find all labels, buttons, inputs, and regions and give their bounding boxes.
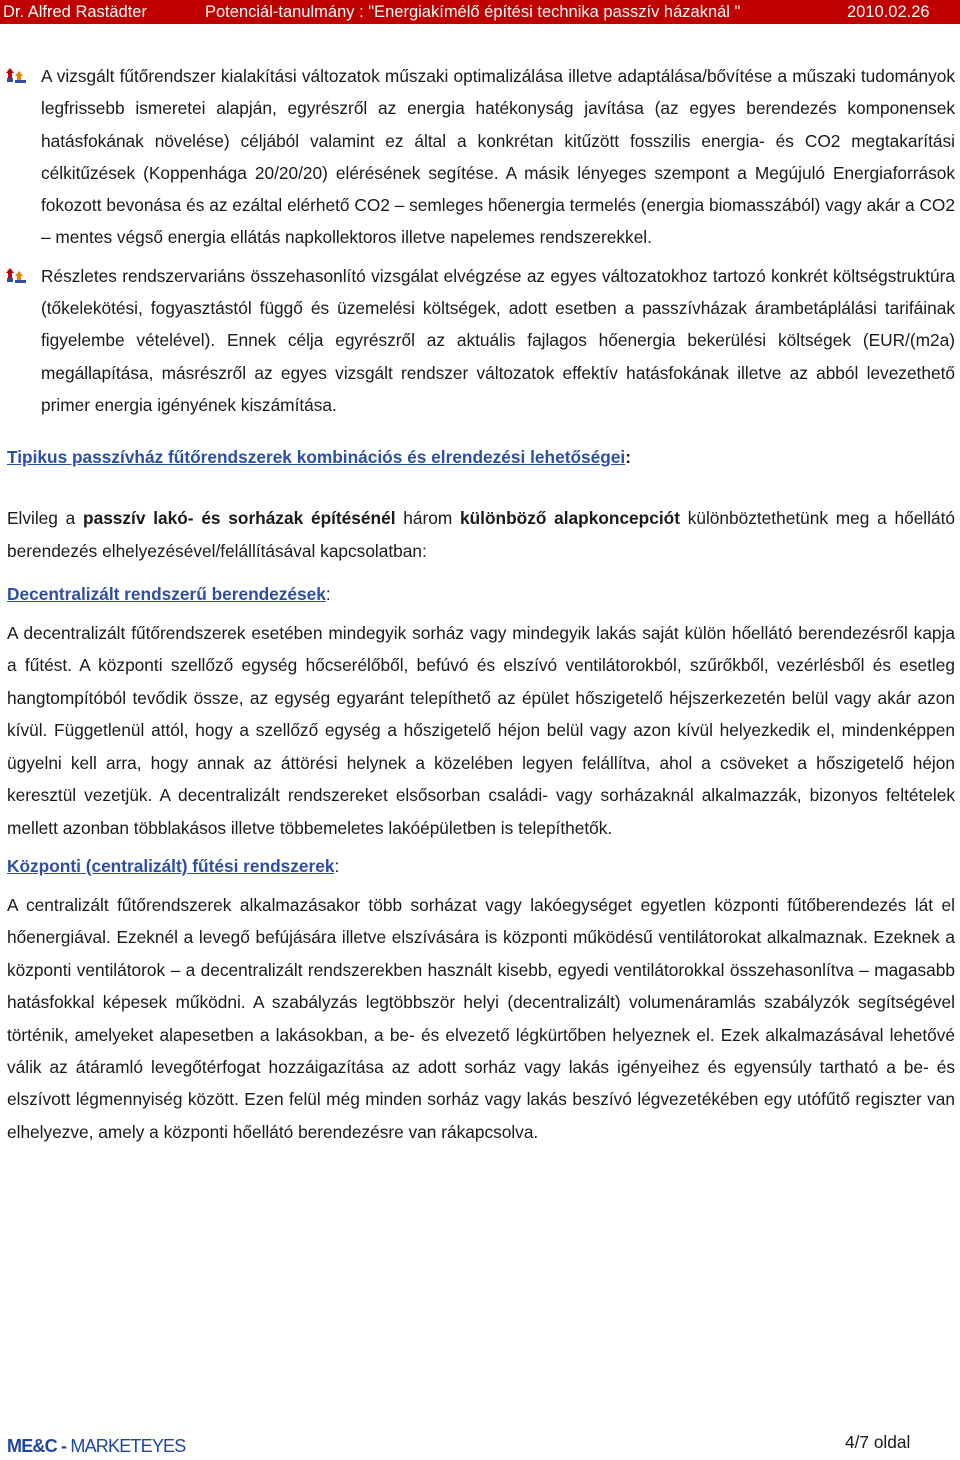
- section-title-colon: :: [625, 447, 631, 468]
- section-title-main-link[interactable]: Tipikus passzívház fűtőrendszerek kombinációs és elrendezési lehetőségei: [7, 447, 626, 468]
- footer-brand: [7, 1436, 185, 1457]
- bullet-paragraph: [7, 60, 955, 254]
- intro-paragraph: [7, 502, 955, 567]
- bullet-text: Részletes rendszervariáns összehasonlító vizsgálat elvégzése az egyes változatokhoz tartozó konkrét költségstruktúra (tőkelekötési, fogyasztástól függő és üzemelési költségek, adott esetben a passzívházak árambetáplálási tarifáinak figyelembe vételével). Ennek célja egyrészről az aktuális fajlagos hőenergia bekerülési költségek (EUR/(m2a) megállapítása, másrészről az egyes vizsgált rendszer változatok effektív hatásfokának illetve az abból levezethető primer energia igényének kiszámítása.: [41, 265, 955, 415]
- footer-brand-part1: ME&C -: [7, 1436, 71, 1456]
- decentral-paragraph: A decentralizált fűtőrendszerek esetében mindegyik sorház vagy mindegyik lakás saját külön hőellátó berendezésről kapja a fűtést. A központi szellőző egység hőcserélőből, befúvó és elszívó ventilátorokból, szűrőkből, vezérlésből és esetleg hangtompítóból tevődik össze, az egység egyaránt telepíthető az épület hőszigetelő héjszerkezetén belül vagy akár azon kívül. Függetlenül attól, hogy a szellőző egység a hőszigetelő héjon belül vagy azon kívül helyezkedik el, mindenképpen ügyelni kell arra, hogy annak az áttörési helynek a közelében legyen felállítva, ahol a csöveket a hőszigetelő héjon keresztül vezetjük. A decentralizált rendszereket elsősorban családi- vagy sorházaknál alkalmazzák, bizonyos feltételek mellett azonban többlakásos illetve többemeletes lakóépületben is telepíthetők.: [7, 623, 955, 838]
- document-body: [7, 60, 955, 1154]
- page-header: [0, 0, 960, 24]
- page-number: 4/7 oldal: [845, 1432, 911, 1452]
- intro-text: különböztethetünk meg a hőellátó berendezés elhelyezésével/felállításával kapcsolatban:: [7, 508, 956, 561]
- bullet-paragraph: [7, 260, 955, 421]
- arrow-bullet-icon: [6, 68, 28, 84]
- intro-text: három: [395, 508, 460, 529]
- intro-bold: passzív lakó- és sorházak építésénél: [83, 508, 396, 529]
- header-title: Potenciál-tanulmány : "Energiakímélő építési technika passzív házaknál ": [205, 3, 741, 21]
- section-title-central-link[interactable]: Központi (centralizált) fűtési rendszerek: [7, 855, 335, 876]
- header-author: Dr. Alfred Rastädter: [3, 3, 147, 21]
- section-title-main: [7, 441, 955, 473]
- section-title-central: [7, 850, 955, 882]
- intro-bold: különböző alapkoncepciót: [460, 508, 680, 529]
- central-paragraph: A centralizált fűtőrendszerek alkalmazásakor több sorházat vagy lakóegységet egyetlen központi fűtőberendezés lát el hőenergiával. Ezeknél a levegő befújására illetve elszívására is központi működésű ventilátorokat alkalmaznak. Ezeknek a központi ventilátorok – a decentralizált rendszerekben használt kisebb, egyedi ventilátorokkal összehasonlítva – magasabb hatásfokkal képesek működni. A szabályzás legtöbbször helyi (decentralizált) volumenáramlás szabályzók segítségével történik, amelyeket alapesetben a lakásokban, a be- és elvezető légkürtőben helyeznek el. Ezek alkalmazásával lehetővé válik az átáramló levegőtérfogat hozzáigazítása az adott sorház vagy lakás igényeihez és egyensúly tartható a be- és elszívott légmennyiség között. Ezen felül még minden sorház vagy lakás beszívó légvezetékében egy utófűtő regiszter van elhelyezve, amely a központi hőellátó berendezésre van rákapcsolva.: [7, 894, 955, 1142]
- section-title-decentral: [7, 578, 955, 610]
- header-date: 2010.02.26: [847, 3, 930, 21]
- bullet-text: A vizsgált fűtőrendszer kialakítási változatok műszaki optimalizálása illetve adaptálása/bővítése a műszaki tudományok legfrissebb ismeretei alapján, egyrészről az energia hatékonyság javítása (az egyes berendezés komponensek hatásfokának növelése) céljából valamint ez által a konkrétan kitűzött fosszilis energia- és CO2 megtakarítási célkitűzések (Koppenhága 20/20/20) elérésének segítése. A másik lényeges szempont a Megújuló Energiaforrások fokozott bevonása és az ezáltal elérhető CO2 – semleges hőenergia termelés (energia biomasszából) vagy akár a CO2 – mentes végső energia ellátás napkollektoros illetve napelemes rendszerekkel.: [41, 66, 955, 248]
- section-title-colon: :: [334, 855, 340, 876]
- intro-text: Elvileg a: [7, 508, 84, 529]
- footer-brand-part2: MARKETEYES: [70, 1436, 186, 1456]
- section-title-decentral-link[interactable]: Decentralizált rendszerű berendezések: [7, 584, 326, 605]
- arrow-bullet-icon: [6, 268, 28, 284]
- section-title-colon: :: [325, 584, 331, 605]
